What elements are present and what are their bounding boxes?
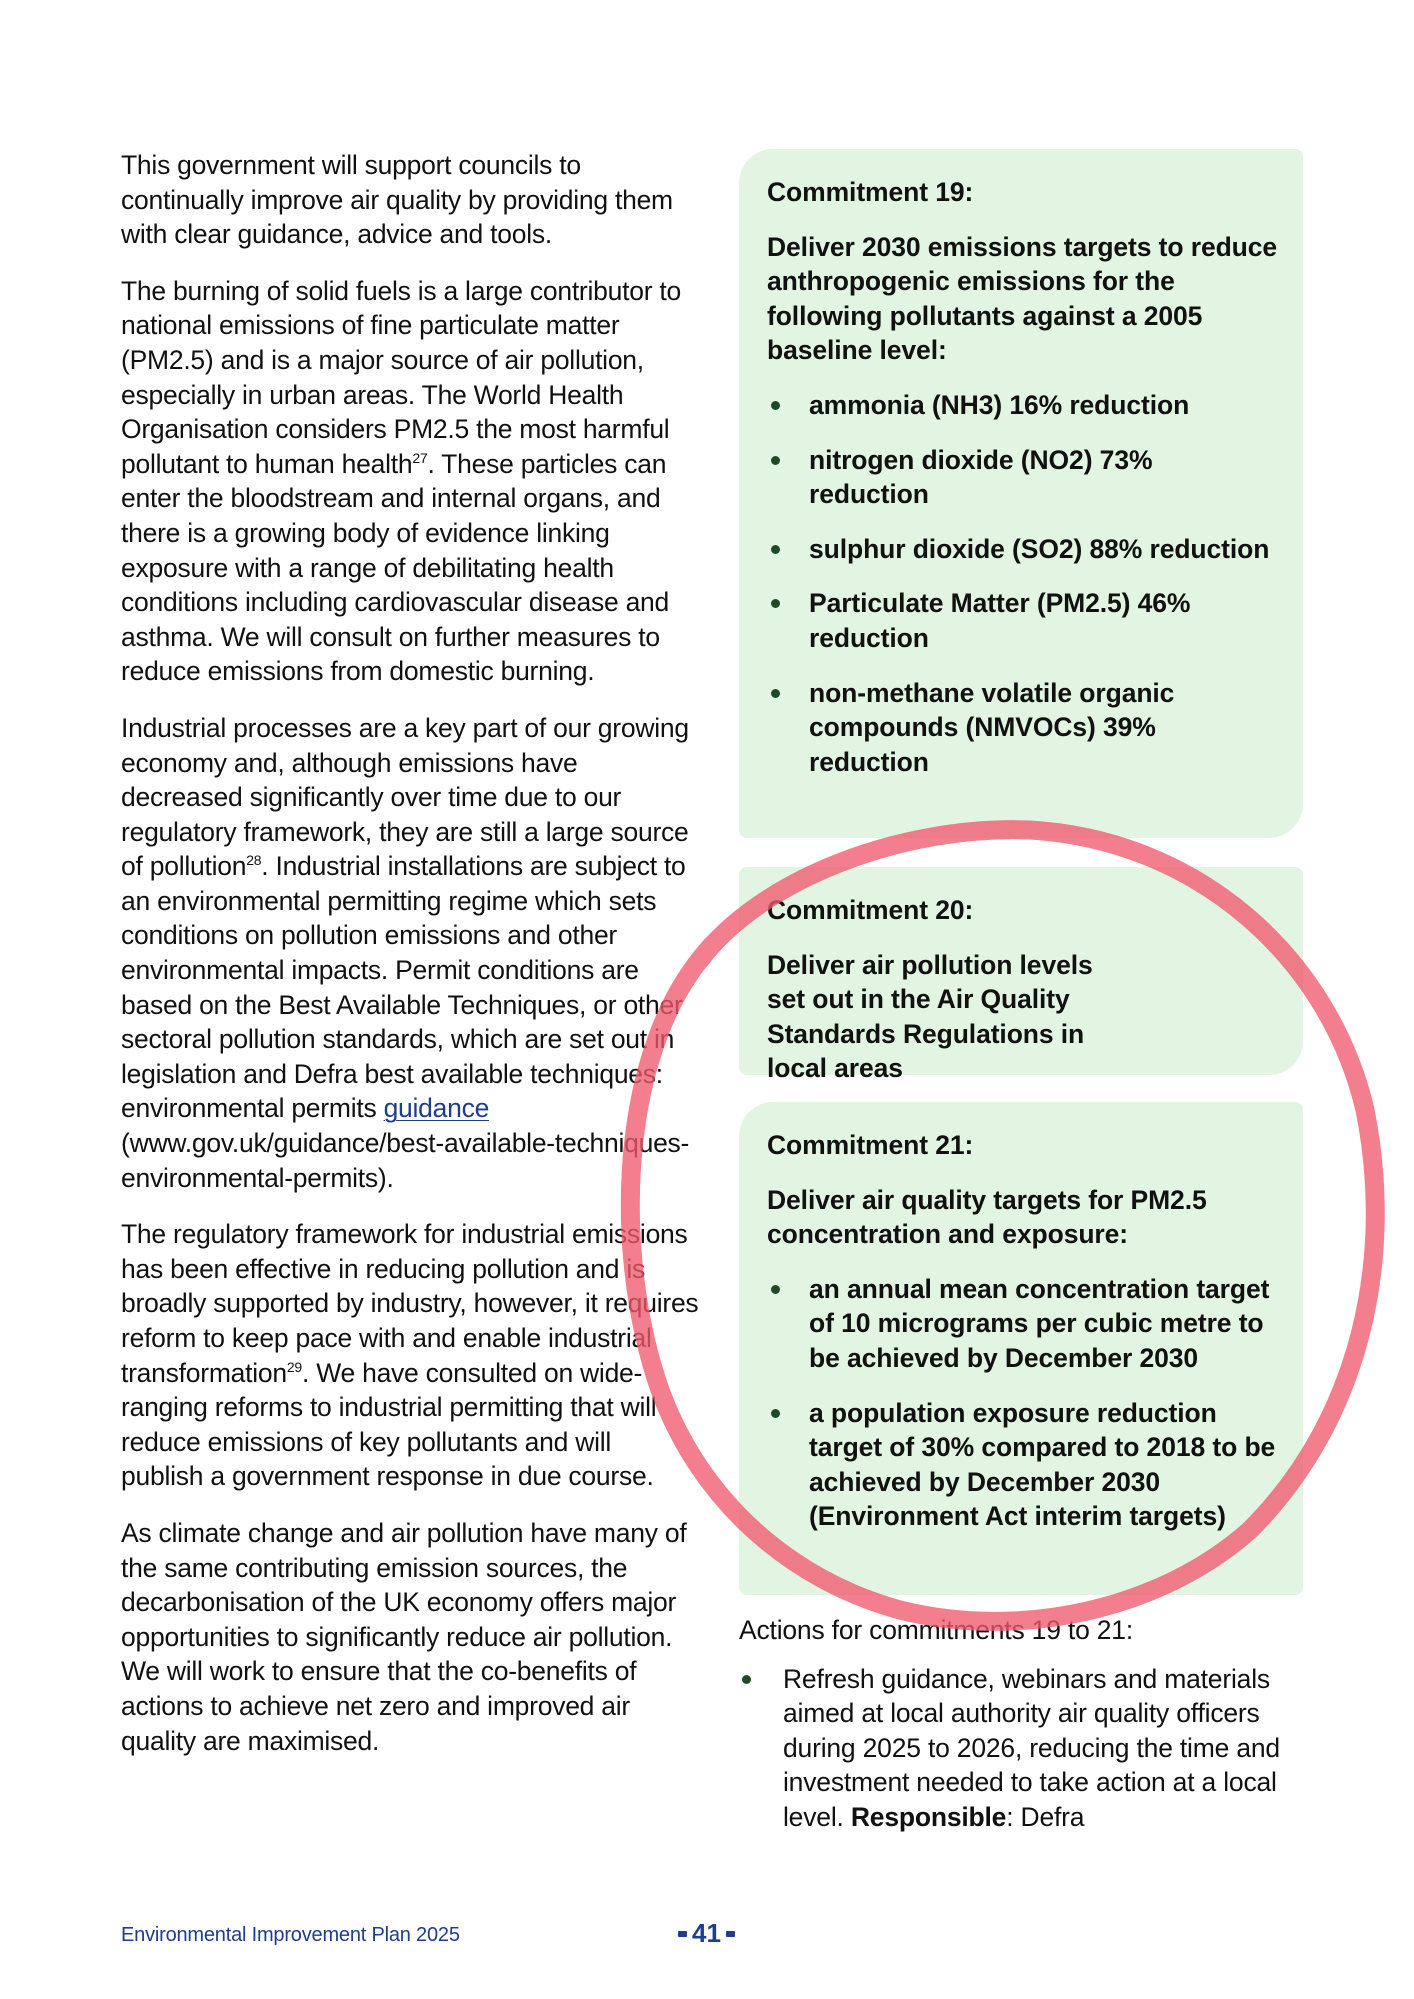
paragraph-text: . These particles can enter the bloodstream and internal organs, and there is a growing body of evidence linking exposure with a range of debilitating health conditions including cardiovascular disease and asthma. We will consult on further measures to reduce emissions from domestic burning. [121,448,670,687]
list-item [767,1396,1279,1534]
responsible-value: : Defra [1006,1801,1085,1832]
commitment-label: Commitment 21: [767,1130,974,1160]
bullet-icon [742,1675,751,1684]
body-text-column [121,148,699,1780]
commitment-bullet-list [767,1272,1279,1534]
bullet-icon [771,599,780,608]
page-number [678,1918,735,1949]
footer-document-title: Environmental Improvement Plan 2025 [121,1924,460,1946]
paragraph-text: (www.gov.uk/guidance/best-available-techniques-environmental-permits). [121,1128,690,1193]
commitment-bullet-list [767,388,1279,779]
list-item-text: an annual mean concentration target of 10 micrograms per cubic metre to be achieved by December 2030 [809,1273,1270,1373]
paragraph-council-support: This government will support councils to continually improve air quality by providing them with clear guidance, advice and tools. [121,150,673,250]
paragraph-text: The burning of solid fuels is a large contributor to national emissions of fine particulate matter (PM2.5) and is a major source of air pollution, especially in urban areas. The World Health Organisation considers PM2.5 the most harmful pollutant to human health [121,275,682,479]
list-item [767,1272,1279,1376]
page-number-left-mark-icon [678,1931,687,1937]
guidance-link[interactable]: guidance [383,1093,490,1124]
list-item-text: ammonia (NH3) 16% reduction [809,389,1190,420]
commitment-lead: Deliver air quality targets for PM2.5 concentration and exposure: [767,1184,1207,1250]
list-item-text: non-methane volatile organic compounds (NMVOCs) 39% reduction [809,677,1175,777]
paragraph-solid-fuels [121,274,699,689]
list-item-text: sulphur dioxide (SO2) 88% reduction [809,533,1270,564]
paragraph-text: . We have consulted on wide-ranging reforms to industrial permitting that will reduce emissions of key pollutants and will publish a government response in due course. [121,1357,657,1492]
list-item-text: nitrogen dioxide (NO2) 73% reduction [809,444,1153,510]
bullet-icon [771,1285,780,1294]
actions-section [739,1613,1299,1835]
bullet-icon [771,545,780,554]
list-item [767,443,1279,512]
footnote-ref-28[interactable]: 28 [246,852,262,869]
commitment-label: Commitment 20: [767,895,974,925]
responsible-label: Responsible [850,1801,1007,1832]
paragraph-text: The regulatory framework for industrial emissions has been effective in reducing pollution and is broadly supported by industry, however, it requires reform to keep pace with and enable industrial transformation [121,1219,699,1388]
page-number-right-mark-icon [726,1931,735,1937]
paragraph-regulatory-framework [121,1217,699,1494]
list-item-text: Particulate Matter (PM2.5) 46% reduction [809,588,1191,653]
commitment-21-box [739,1102,1303,1595]
page-number-value: 41 [692,1918,721,1948]
list-item [767,388,1279,423]
list-item-text: a population exposure reduction target of 30% compared to 2018 to be achieved by December 2030 (Environment Act interim targets) [809,1397,1276,1532]
commitment-label: Commitment 19: [767,177,974,207]
action-text: Refresh guidance, webinars and materials aimed at local authority air quality officers during 2025 to 2026, reducing the time and investment needed to take action at a local level. [783,1663,1280,1832]
actions-heading: Actions for commitments 19 to 21: [739,1615,1134,1645]
actions-list [739,1662,1299,1835]
commitment-20-box [739,867,1303,1084]
list-item [767,586,1279,655]
commitment-lead: Deliver air pollution levels set out in the Air Quality Standards Regulations in local areas [767,949,1093,1084]
paragraph-text: . Industrial installations are subject to an environmental permitting regime which sets conditions on pollution emissions and other environmental impacts. Permit conditions are based on the Best Available Techniques, or other sectoral pollution standards, which are set out in legislation and Defra best available techniques: environmental permits [121,851,686,1124]
paragraph-text: Industrial processes are a key part of our growing economy and, although emissions have decreased significantly over time due to our regulatory framework, they are still a large source of pollution [121,712,689,882]
list-item [767,532,1279,567]
paragraph-climate-change: As climate change and air pollution have many of the same contributing emission sources, the decarbonisation of the UK economy offers major opportunities to significantly reduce air pollution. We will work to ensure that the co-benefits of actions to achieve net zero and improved air quality are maximised. [121,1517,687,1756]
bullet-icon [771,456,780,465]
bullet-icon [771,689,780,698]
list-item [767,676,1279,780]
bullet-icon [771,401,780,410]
bullet-icon [771,1409,780,1418]
commitment-19-box [739,149,1303,838]
footnote-ref-29[interactable]: 29 [286,1358,302,1375]
commitment-lead: Deliver 2030 emissions targets to reduce anthropogenic emissions for the following pollutants against a 2005 baseline level: [767,231,1278,366]
list-item [739,1662,1299,1835]
paragraph-industrial-processes [121,711,699,1195]
footnote-ref-27[interactable]: 27 [412,449,428,466]
